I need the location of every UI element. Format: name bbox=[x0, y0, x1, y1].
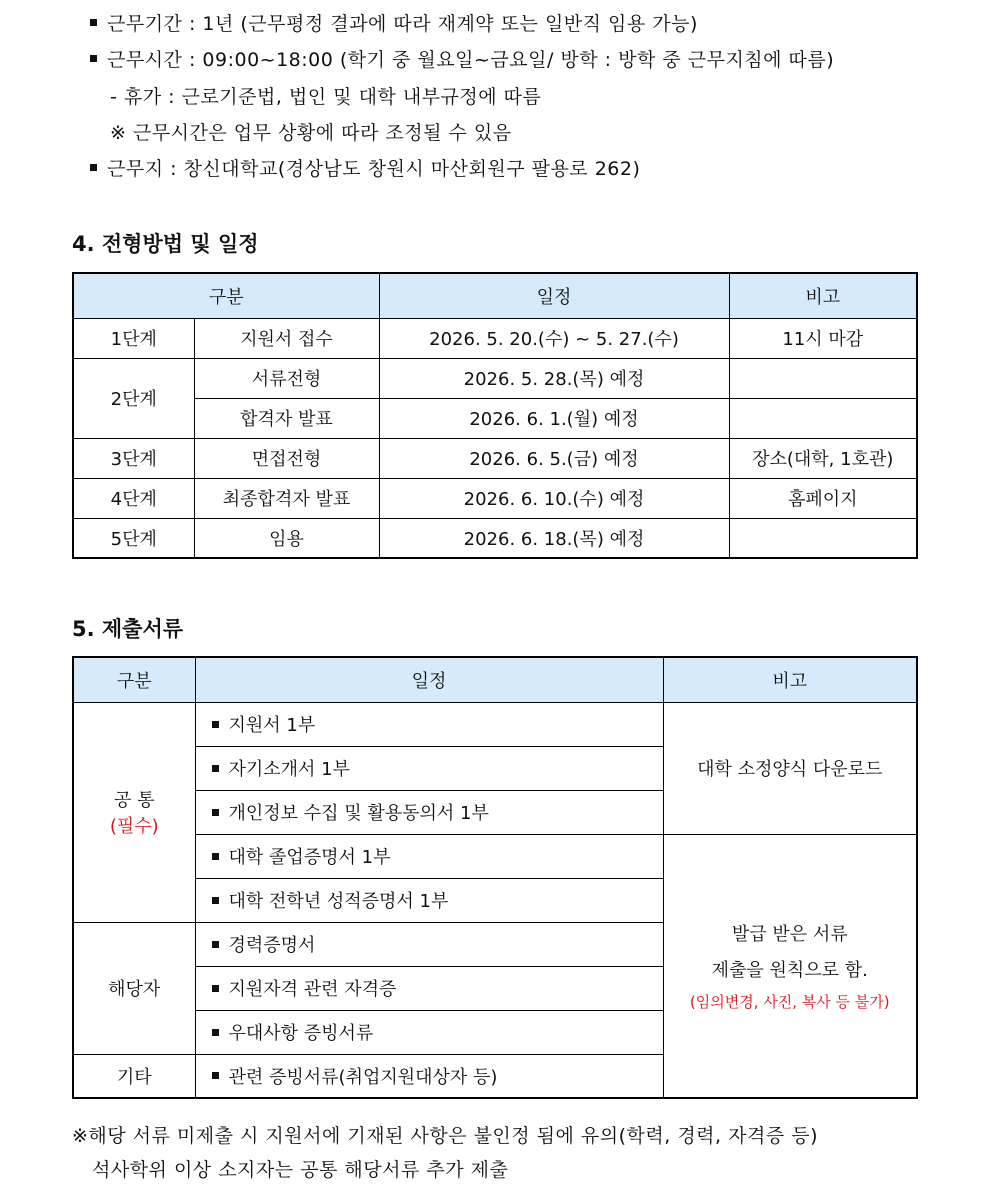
group-other-cell: 기타 bbox=[73, 1054, 195, 1098]
document-item: 자기소개서 1부 bbox=[195, 746, 663, 790]
note-cell: 11시 마감 bbox=[729, 318, 917, 358]
square-bullet-icon bbox=[90, 164, 97, 171]
table-row bbox=[73, 398, 917, 438]
square-bullet-icon bbox=[90, 19, 97, 26]
note-cell bbox=[729, 398, 917, 438]
note-cell: 홈페이지 bbox=[729, 478, 917, 518]
group-relevant-cell: 해당자 bbox=[73, 922, 195, 1054]
header-category: 구분 bbox=[73, 273, 379, 318]
square-bullet-icon bbox=[212, 1072, 219, 1079]
table-row bbox=[73, 834, 917, 878]
square-bullet-icon bbox=[212, 809, 219, 816]
documents-table bbox=[72, 656, 918, 1099]
table-row bbox=[73, 318, 917, 358]
table-row bbox=[73, 358, 917, 398]
group-common-required: (필수) bbox=[109, 816, 159, 837]
document-item: 대학 졸업증명서 1부 bbox=[195, 834, 663, 878]
step-name-cell: 임용 bbox=[194, 518, 379, 558]
step-name-cell: 면접전형 bbox=[194, 438, 379, 478]
date-cell: 2026. 5. 28.(목) 예정 bbox=[379, 358, 729, 398]
section5-title: 5. 제출서류 bbox=[72, 617, 184, 641]
stage-cell: 1단계 bbox=[73, 318, 194, 358]
note-cell bbox=[729, 358, 917, 398]
table-row bbox=[73, 518, 917, 558]
date-cell: 2026. 5. 20.(수) ~ 5. 27.(수) bbox=[379, 318, 729, 358]
document-item: 개인정보 수집 및 활용동의서 1부 bbox=[195, 790, 663, 834]
header-schedule: 일정 bbox=[195, 657, 663, 702]
group-common-cell bbox=[73, 702, 195, 922]
intro-item-period: 근무기간 : 1년 (근무평정 결과에 따라 재계약 또는 일반직 임용 가능) bbox=[90, 9, 698, 36]
date-cell: 2026. 6. 1.(월) 예정 bbox=[379, 398, 729, 438]
footnote-line1: ※해당 서류 미제출 시 지원서에 기재된 사항은 불인정 됨에 유의(학력, 경력, 자격증 등) bbox=[72, 1125, 818, 1147]
date-cell: 2026. 6. 10.(수) 예정 bbox=[379, 478, 729, 518]
document-item: 지원자격 관련 자격증 bbox=[195, 966, 663, 1010]
intro-sub-note: ※ 근무시간은 업무 상황에 따라 조정될 수 있음 bbox=[110, 122, 512, 144]
schedule-table bbox=[72, 272, 918, 559]
intro-item-location: 근무지 : 창신대학교(경상남도 창원시 마산회원구 팔용로 262) bbox=[90, 154, 640, 181]
date-cell: 2026. 6. 18.(목) 예정 bbox=[379, 518, 729, 558]
header-category: 구분 bbox=[73, 657, 195, 702]
document-item: 대학 전학년 성적증명서 1부 bbox=[195, 878, 663, 922]
documents-header-row bbox=[73, 657, 917, 702]
note-issued-line1: 발급 받은 서류 bbox=[731, 923, 848, 945]
schedule-header-row bbox=[73, 273, 917, 318]
intro-item-hours: 근무시간 : 09:00~18:00 (학기 중 월요일~금요일/ 방학 : 방학 중 근무지침에 따름) bbox=[90, 45, 834, 72]
note-issued-line3: (임의변경, 사진, 복사 등 불가) bbox=[689, 992, 890, 1011]
note-issued-cell bbox=[663, 834, 917, 1098]
step-name-cell: 지원서 접수 bbox=[194, 318, 379, 358]
document-item: 경력증명서 bbox=[195, 922, 663, 966]
footnote-line2: 석사학위 이상 소지자는 공통 해당서류 추가 제출 bbox=[92, 1159, 509, 1181]
step-name-cell: 합격자 발표 bbox=[194, 398, 379, 438]
note-cell: 장소(대학, 1호관) bbox=[729, 438, 917, 478]
stage-cell: 5단계 bbox=[73, 518, 194, 558]
square-bullet-icon bbox=[212, 897, 219, 904]
table-row bbox=[73, 478, 917, 518]
document-item: 지원서 1부 bbox=[195, 702, 663, 746]
square-bullet-icon bbox=[212, 941, 219, 948]
stage-cell: 2단계 bbox=[73, 358, 194, 438]
square-bullet-icon bbox=[90, 55, 97, 62]
group-common-label: 공 통 bbox=[114, 790, 155, 811]
header-schedule: 일정 bbox=[379, 273, 729, 318]
date-cell: 2026. 6. 5.(금) 예정 bbox=[379, 438, 729, 478]
square-bullet-icon bbox=[212, 721, 219, 728]
step-name-cell: 서류전형 bbox=[194, 358, 379, 398]
note-issued-line2: 제출을 원칙으로 함. bbox=[711, 959, 868, 981]
section4-title: 4. 전형방법 및 일정 bbox=[72, 232, 259, 256]
stage-cell: 4단계 bbox=[73, 478, 194, 518]
stage-cell: 3단계 bbox=[73, 438, 194, 478]
document-item: 관련 증빙서류(취업지원대상자 등) bbox=[195, 1054, 663, 1098]
note-download-cell: 대학 소정양식 다운로드 bbox=[663, 702, 917, 834]
header-note: 비고 bbox=[663, 657, 917, 702]
table-row bbox=[73, 438, 917, 478]
square-bullet-icon bbox=[212, 985, 219, 992]
square-bullet-icon bbox=[212, 853, 219, 860]
square-bullet-icon bbox=[212, 765, 219, 772]
note-cell bbox=[729, 518, 917, 558]
intro-sub-vacation: - 휴가 : 근로기준법, 법인 및 대학 내부규정에 따름 bbox=[110, 86, 542, 108]
table-row bbox=[73, 702, 917, 746]
header-note: 비고 bbox=[729, 273, 917, 318]
document-item: 우대사항 증빙서류 bbox=[195, 1010, 663, 1054]
step-name-cell: 최종합격자 발표 bbox=[194, 478, 379, 518]
square-bullet-icon bbox=[212, 1029, 219, 1036]
